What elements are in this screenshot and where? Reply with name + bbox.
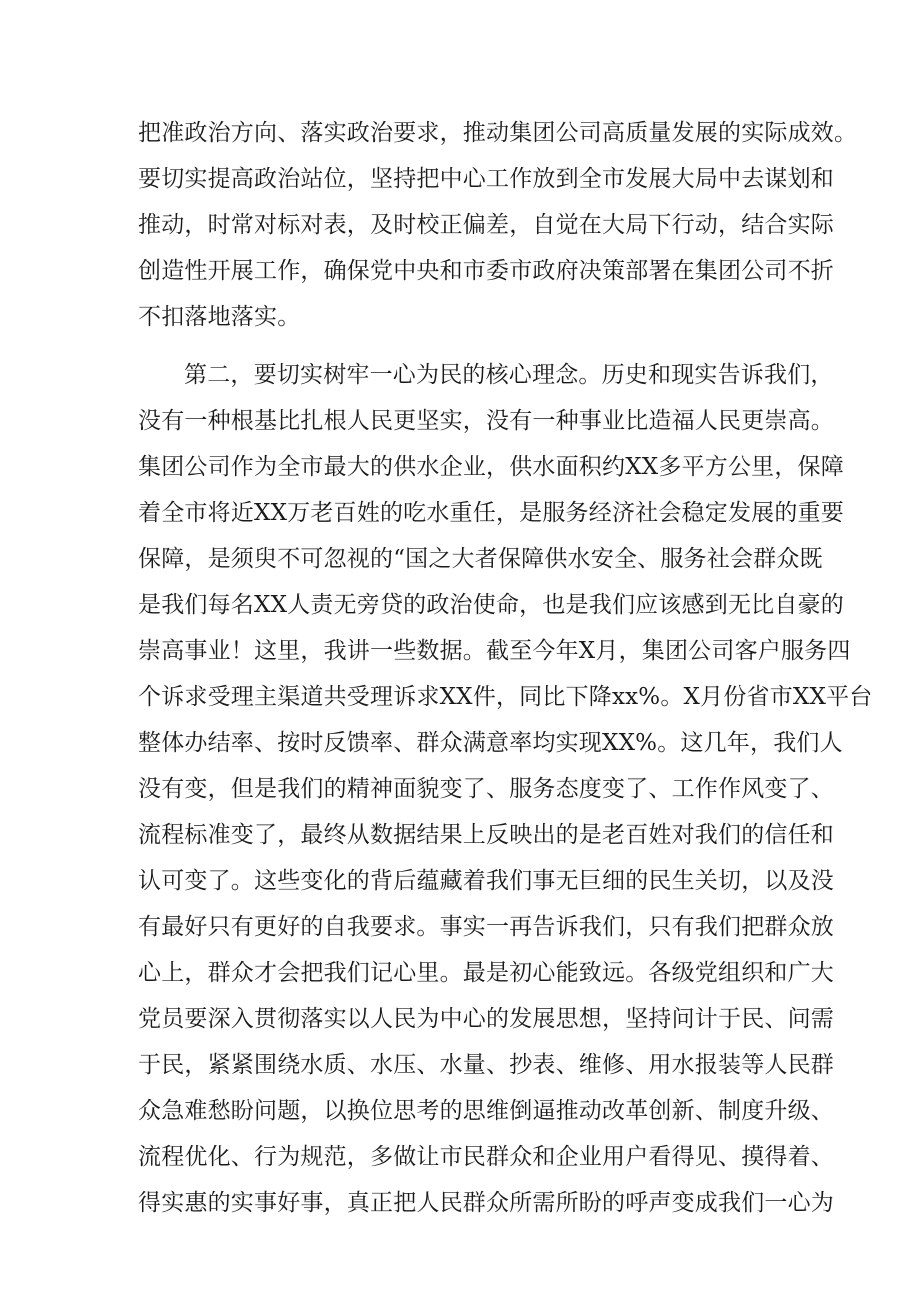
- text-line: 于民，紧紧围绕水质、水压、水量、抄表、维修、用水报装等人民群: [138, 1052, 834, 1078]
- paragraph-political-direction: [138, 110, 858, 340]
- paragraph-people-centered: [138, 352, 873, 1226]
- text-line: 心上，群众才会把我们记心里。最是初心能致远。各级党组织和广大: [138, 960, 834, 986]
- text-line: 认可变了。这些变化的背后蕴藏着我们事无巨细的民生关切，以及没: [138, 868, 834, 894]
- text-line: 得实惠的实事好事，真正把人民群众所需所盼的呼声变成我们一心为: [138, 1190, 834, 1216]
- text-line: 不扣落地落实。: [138, 304, 301, 330]
- text-line: 没有一种根基比扎根人民更坚实，没有一种事业比造福人民更崇高。: [138, 408, 834, 434]
- text-line: 是我们每名XX人责无旁贷的政治使命，也是我们应该感到无比自豪的: [138, 592, 844, 618]
- text-line: 流程优化、行为规范，多做让市民群众和企业用户看得见、摸得着、: [138, 1144, 834, 1170]
- text-line: 有最好只有更好的自我要求。事实一再告诉我们，只有我们把群众放: [138, 914, 834, 940]
- text-line: 党员要深入贯彻落实以人民为中心的发展思想，坚持问计于民、问需: [138, 1006, 834, 1032]
- text-line: 整体办结率、按时反馈率、群众满意率均实现XX%。这几年，我们人: [138, 730, 843, 756]
- text-line: 崇高事业！这里，我讲一些数据。截至今年X月，集团公司客户服务四: [138, 638, 851, 664]
- text-line: 着全市将近XX万老百姓的吃水重任，是服务经济社会稳定发展的重要: [138, 500, 844, 526]
- text-line: 没有变，但是我们的精神面貌变了、服务态度变了、工作作风变了、: [138, 776, 834, 802]
- text-line: 众急难愁盼问题，以换位思考的思维倒逼推动改革创新、制度升级、: [138, 1098, 834, 1124]
- text-line: 集团公司作为全市最大的供水企业，供水面积约XX多平方公里，保障: [138, 454, 844, 480]
- text-line: 个诉求受理主渠道共受理诉求XX件，同比下降xx%。X月份省市XX平台: [138, 684, 873, 710]
- text-line: 流程标准变了，最终从数据结果上反映出的是老百姓对我们的信任和: [138, 822, 834, 848]
- text-line: 把准政治方向、落实政治要求，推动集团公司高质量发展的实际成效。: [138, 120, 858, 146]
- text-line: 创造性开展工作，确保党中央和市委市政府决策部署在集团公司不折: [138, 258, 834, 284]
- text-line: 保障，是须臾不可忽视的“国之大者保障供水安全、服务社会群众既: [138, 546, 823, 572]
- text-line: 推动，时常对标对表，及时校正偏差，自觉在大局下行动，结合实际: [138, 212, 834, 238]
- text-line: 要切实提高政治站位，坚持把中心工作放到全市发展大局中去谋划和: [138, 166, 834, 192]
- text-line-first: 第二，要切实树牢一心为民的核心理念。历史和现实告诉我们，: [184, 362, 834, 388]
